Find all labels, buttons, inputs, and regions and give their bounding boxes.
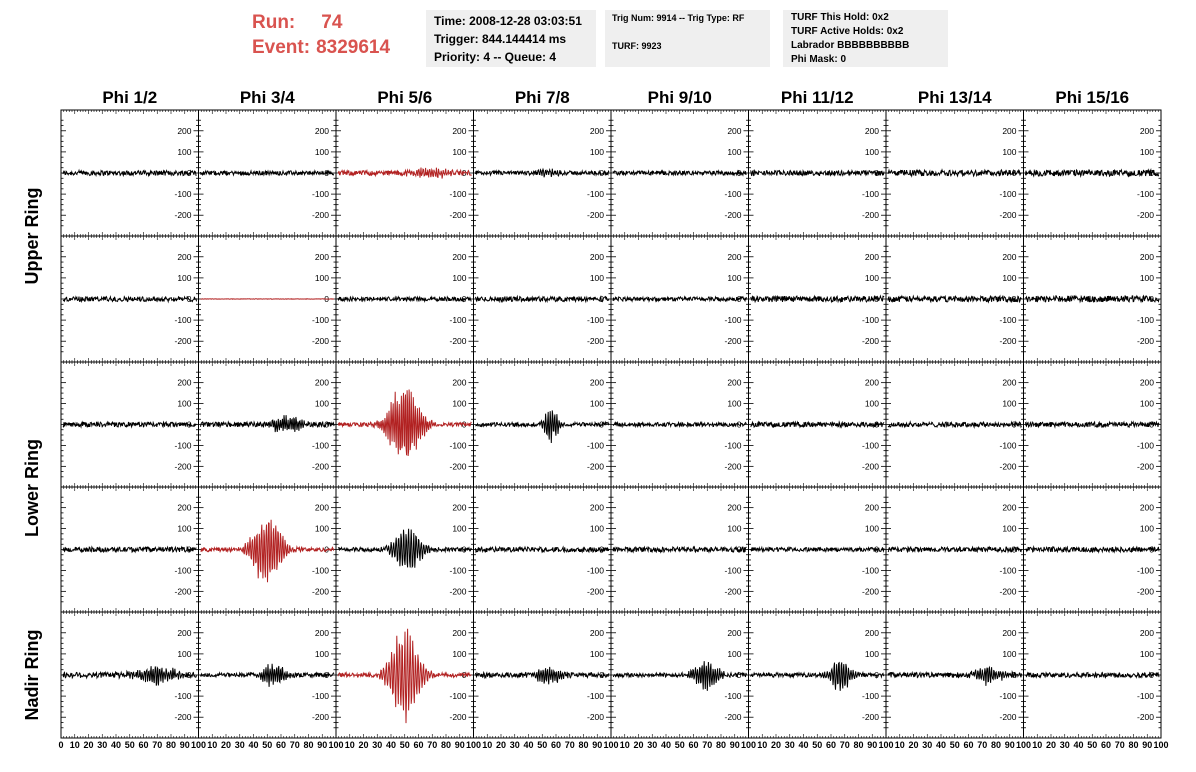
y-tick-label: -200 bbox=[1136, 336, 1154, 347]
y-tick-label: -200 bbox=[1136, 586, 1154, 597]
y-tick-label: -100 bbox=[999, 440, 1017, 451]
y-tick-label: -200 bbox=[449, 461, 467, 472]
y-tick-label: 200 bbox=[589, 125, 604, 136]
y-tick-label: -200 bbox=[999, 210, 1017, 221]
y-tick-label: 200 bbox=[864, 125, 879, 136]
turf-num-text: TURF: 9923 bbox=[612, 41, 662, 51]
y-tick-label: -100 bbox=[311, 440, 329, 451]
y-tick-label: 0 bbox=[1149, 294, 1154, 304]
y-tick-label: 100 bbox=[1002, 272, 1017, 283]
event-value: 8329614 bbox=[316, 37, 391, 58]
y-tick-label: 0 bbox=[461, 544, 467, 555]
panel-r3-c4 bbox=[474, 362, 612, 487]
y-tick-label: 0 bbox=[186, 544, 192, 555]
y-tick-label: 200 bbox=[314, 502, 329, 513]
waveform-trace bbox=[63, 171, 197, 176]
waveform-trace bbox=[1026, 170, 1160, 176]
y-tick-label: 200 bbox=[864, 502, 879, 513]
panel-r1-c3 bbox=[336, 110, 474, 236]
y-tick-label: -200 bbox=[999, 586, 1017, 597]
y-tick-label: -200 bbox=[1136, 210, 1154, 221]
y-tick-label: -200 bbox=[861, 210, 879, 221]
y-tick-label: -100 bbox=[174, 189, 192, 200]
y-tick-label: -100 bbox=[1136, 189, 1154, 200]
waveform-trace bbox=[1026, 547, 1160, 552]
row-title-1: Upper Ring bbox=[22, 187, 42, 285]
waveform-trace bbox=[888, 547, 1022, 552]
y-tick-label: -100 bbox=[1136, 440, 1154, 451]
y-tick-label: 100 bbox=[177, 272, 192, 283]
column-title-1: Phi 1/2 bbox=[102, 88, 158, 107]
y-tick-label: -200 bbox=[174, 712, 192, 723]
y-tick-label: -200 bbox=[449, 336, 467, 347]
y-tick-label: 200 bbox=[314, 377, 329, 388]
panel-r2-c7 bbox=[886, 236, 1024, 362]
waveform-trace bbox=[63, 422, 197, 427]
y-tick-label: 0 bbox=[874, 544, 879, 555]
y-tick-label: -200 bbox=[1136, 461, 1154, 472]
panel-r3-c2 bbox=[199, 362, 337, 487]
y-tick-label: 100 bbox=[1002, 398, 1017, 409]
waveform-trace bbox=[613, 171, 747, 175]
y-tick-label: 0 bbox=[186, 168, 192, 178]
y-tick-label: 0 bbox=[324, 544, 329, 555]
y-tick-label: -100 bbox=[724, 565, 742, 576]
turf-this-hold-text: TURF This Hold: 0x2 bbox=[791, 12, 889, 23]
y-tick-label: -100 bbox=[586, 565, 604, 576]
y-tick-label: -200 bbox=[999, 461, 1017, 472]
y-tick-label: -200 bbox=[449, 586, 467, 597]
y-tick-label: 100 bbox=[589, 272, 604, 283]
y-tick-label: -100 bbox=[449, 565, 467, 576]
y-tick-label: -200 bbox=[586, 210, 604, 221]
panel-r3-c6 bbox=[749, 362, 887, 487]
y-tick-label: -100 bbox=[999, 565, 1017, 576]
y-tick-label: -100 bbox=[861, 565, 879, 576]
y-tick-label: 100 bbox=[864, 272, 879, 283]
panel-r2-c6 bbox=[749, 236, 887, 362]
panel-r2-c4 bbox=[474, 236, 612, 362]
y-tick-label: 100 bbox=[589, 146, 604, 157]
y-tick-label: 200 bbox=[314, 125, 329, 136]
y-tick-label: -200 bbox=[311, 336, 329, 347]
panel-r2-c2 bbox=[199, 236, 337, 362]
panel-r1-c2 bbox=[199, 110, 337, 236]
y-tick-label: 0 bbox=[1011, 419, 1017, 430]
y-tick-label: 0 bbox=[736, 168, 742, 178]
y-tick-label: 0 bbox=[1011, 294, 1017, 304]
y-tick-label: -100 bbox=[999, 189, 1017, 200]
y-tick-label: 200 bbox=[1139, 125, 1154, 136]
y-tick-label: -200 bbox=[586, 336, 604, 347]
panel-r1-c8 bbox=[1024, 110, 1162, 236]
y-tick-label: 100 bbox=[452, 146, 467, 157]
y-tick-label: -100 bbox=[449, 315, 467, 326]
y-tick-label: -200 bbox=[724, 461, 742, 472]
y-tick-label: -200 bbox=[174, 461, 192, 472]
y-tick-label: 100 bbox=[314, 523, 329, 534]
panel-r1-c4 bbox=[474, 110, 612, 236]
y-tick-label: 100 bbox=[452, 272, 467, 283]
panel-r4-c8 bbox=[1024, 487, 1162, 612]
y-tick-label: 100 bbox=[1002, 523, 1017, 534]
y-tick-label: -100 bbox=[586, 315, 604, 326]
y-tick-label: 200 bbox=[727, 377, 742, 388]
y-tick-label: 100 bbox=[864, 398, 879, 409]
panel-r2-c8 bbox=[1024, 236, 1162, 362]
panel-r4-c7 bbox=[886, 487, 1024, 612]
y-tick-label: 200 bbox=[177, 377, 192, 388]
y-tick-label: 100 bbox=[314, 146, 329, 157]
panel-r4-c3 bbox=[336, 487, 474, 612]
y-tick-label: 100 bbox=[1002, 146, 1017, 157]
column-title-6: Phi 11/12 bbox=[780, 88, 854, 107]
y-tick-label: -100 bbox=[174, 691, 192, 702]
y-tick-label: 0 bbox=[461, 294, 467, 304]
y-tick-label: 0 bbox=[874, 168, 879, 178]
y-tick-label: -200 bbox=[311, 461, 329, 472]
y-tick-label: -100 bbox=[861, 189, 879, 200]
y-tick-label: -100 bbox=[449, 189, 467, 200]
y-tick-label: 200 bbox=[1002, 251, 1017, 262]
run-value: 74 bbox=[321, 12, 343, 33]
waveform-trace bbox=[338, 529, 472, 568]
y-tick-label: 100 bbox=[864, 523, 879, 534]
y-tick-label: 100 bbox=[177, 648, 192, 659]
y-tick-label: 100 bbox=[589, 523, 604, 534]
panel-r2-c3 bbox=[336, 236, 474, 362]
y-tick-label: -200 bbox=[861, 461, 879, 472]
y-tick-label: 100 bbox=[314, 272, 329, 283]
waveform-trace bbox=[751, 296, 885, 302]
priority-text: Priority: 4 -- Queue: 4 bbox=[434, 50, 557, 64]
panel-r4-c5 bbox=[611, 487, 749, 612]
y-tick-label: 0 bbox=[324, 294, 329, 304]
waveform-trace bbox=[63, 547, 197, 552]
y-tick-label: 0 bbox=[599, 419, 604, 430]
panel-r2-c5 bbox=[611, 236, 749, 362]
column-title-4: Phi 7/8 bbox=[514, 88, 570, 107]
labrador-text: Labrador BBBBBBBBBB bbox=[791, 40, 910, 51]
y-tick-label: 200 bbox=[177, 251, 192, 262]
y-tick-label: -200 bbox=[724, 210, 742, 221]
row-title-3: Nadir Ring bbox=[22, 629, 42, 721]
y-tick-label: 200 bbox=[177, 125, 192, 136]
y-tick-label: 0 bbox=[186, 670, 192, 680]
y-tick-label: 200 bbox=[177, 502, 192, 513]
y-tick-label: -100 bbox=[1136, 315, 1154, 326]
phi-mask-text: Phi Mask: 0 bbox=[791, 54, 847, 65]
y-tick-label: 0 bbox=[324, 168, 329, 178]
y-tick-label: -200 bbox=[586, 586, 604, 597]
y-tick-label: -200 bbox=[174, 336, 192, 347]
y-tick-label: 100 bbox=[1139, 146, 1154, 157]
y-tick-label: 0 bbox=[186, 419, 192, 430]
waveform-trace bbox=[888, 170, 1022, 176]
y-tick-label: 100 bbox=[727, 523, 742, 534]
y-tick-label: 200 bbox=[727, 251, 742, 262]
y-tick-label: -100 bbox=[999, 315, 1017, 326]
y-tick-label: 0 bbox=[1149, 544, 1154, 555]
panel-r4-c4 bbox=[474, 487, 612, 612]
y-tick-label: 100 bbox=[727, 398, 742, 409]
column-title-8: Phi 15/16 bbox=[1055, 88, 1130, 107]
run-label: Run: bbox=[252, 12, 296, 33]
y-tick-label: 0 bbox=[461, 168, 467, 178]
y-tick-label: -100 bbox=[174, 565, 192, 576]
panel-r2-c1 bbox=[61, 236, 199, 362]
y-tick-label: -200 bbox=[311, 210, 329, 221]
y-tick-label: 200 bbox=[452, 251, 467, 262]
panel-r5-c1 bbox=[61, 612, 199, 738]
y-tick-label: -200 bbox=[861, 586, 879, 597]
column-title-5: Phi 9/10 bbox=[647, 88, 712, 107]
panel-r4-c6 bbox=[749, 487, 887, 612]
waveform-trace bbox=[338, 297, 472, 301]
time-text: Time: 2008-12-28 03:03:51 bbox=[434, 14, 582, 28]
waveform-trace bbox=[1026, 422, 1160, 427]
column-title-7: Phi 13/14 bbox=[917, 88, 992, 107]
y-tick-label: 200 bbox=[727, 125, 742, 136]
y-tick-label: 100 bbox=[314, 398, 329, 409]
y-tick-label: -100 bbox=[724, 189, 742, 200]
waveform-trace bbox=[201, 171, 335, 175]
y-tick-label: 0 bbox=[1149, 419, 1154, 430]
y-tick-label: 100 bbox=[452, 398, 467, 409]
y-tick-label: 100 bbox=[1139, 272, 1154, 283]
y-tick-label: -200 bbox=[586, 461, 604, 472]
y-tick-label: 200 bbox=[1002, 377, 1017, 388]
y-tick-label: 100 bbox=[1139, 523, 1154, 534]
y-tick-label: -200 bbox=[861, 336, 879, 347]
waveform-trace bbox=[338, 168, 472, 179]
y-tick-label: 200 bbox=[589, 251, 604, 262]
y-tick-label: 100 bbox=[1139, 398, 1154, 409]
y-tick-label: -200 bbox=[174, 586, 192, 597]
panel-r3-c7 bbox=[886, 362, 1024, 487]
y-tick-label: 200 bbox=[1002, 502, 1017, 513]
y-tick-label: 0 bbox=[599, 168, 604, 178]
y-tick-label: -200 bbox=[449, 210, 467, 221]
y-tick-label: 200 bbox=[589, 502, 604, 513]
y-tick-label: 200 bbox=[1139, 377, 1154, 388]
y-tick-label: 100 bbox=[177, 146, 192, 157]
y-tick-label: 0 bbox=[599, 294, 604, 304]
y-tick-label: -100 bbox=[724, 440, 742, 451]
y-tick-label: -200 bbox=[724, 336, 742, 347]
y-tick-label: -100 bbox=[311, 189, 329, 200]
y-tick-label: 100 bbox=[727, 272, 742, 283]
y-tick-label: 200 bbox=[314, 251, 329, 262]
y-tick-label: 0 bbox=[1011, 544, 1017, 555]
y-tick-label: -100 bbox=[861, 315, 879, 326]
panel-r1-c1 bbox=[61, 110, 199, 236]
waveform-trace bbox=[201, 415, 335, 432]
waveform-trace bbox=[476, 547, 610, 552]
turf-active-holds-text: TURF Active Holds: 0x2 bbox=[791, 26, 904, 37]
y-tick-label: 200 bbox=[727, 502, 742, 513]
panel-r1-c7 bbox=[886, 110, 1024, 236]
y-tick-label: 100 bbox=[177, 523, 192, 534]
panel-r4-c2 bbox=[199, 487, 337, 612]
y-tick-label: 100 bbox=[452, 523, 467, 534]
y-tick-label: -100 bbox=[1136, 565, 1154, 576]
y-tick-label: 0 bbox=[599, 544, 604, 555]
y-tick-label: 100 bbox=[727, 146, 742, 157]
y-tick-label: 200 bbox=[452, 502, 467, 513]
waveform-trace bbox=[1026, 296, 1160, 302]
waveform-trace bbox=[613, 422, 747, 426]
y-tick-label: 0 bbox=[736, 544, 742, 555]
column-title-2: Phi 3/4 bbox=[239, 88, 295, 107]
waveform-trace bbox=[476, 169, 610, 178]
waveform-trace bbox=[476, 297, 610, 302]
y-tick-label: 0 bbox=[874, 419, 879, 430]
y-tick-label: -100 bbox=[449, 440, 467, 451]
y-tick-label: -200 bbox=[311, 586, 329, 597]
y-tick-label: -200 bbox=[174, 210, 192, 221]
y-tick-label: -100 bbox=[174, 440, 192, 451]
y-tick-label: 200 bbox=[864, 251, 879, 262]
y-tick-label: -200 bbox=[724, 586, 742, 597]
panel-r3-c3 bbox=[336, 362, 474, 487]
y-tick-label: -100 bbox=[174, 315, 192, 326]
y-tick-label: 200 bbox=[1002, 125, 1017, 136]
y-tick-label: 0 bbox=[461, 419, 467, 430]
y-tick-label: -100 bbox=[861, 440, 879, 451]
panel-r3-c1 bbox=[61, 362, 199, 487]
y-tick-label: 200 bbox=[452, 377, 467, 388]
panel-r1-c6 bbox=[749, 110, 887, 236]
waveform-trace bbox=[751, 547, 885, 551]
waveform-trace bbox=[751, 171, 885, 176]
y-tick-label: 200 bbox=[589, 377, 604, 388]
y-tick-label: -200 bbox=[999, 336, 1017, 347]
y-tick-label: -100 bbox=[586, 440, 604, 451]
y-tick-label: -100 bbox=[311, 565, 329, 576]
panel-r3-c5 bbox=[611, 362, 749, 487]
waveform-trace bbox=[613, 297, 747, 301]
y-tick-label: -100 bbox=[311, 315, 329, 326]
row-title-2: Lower Ring bbox=[22, 439, 42, 537]
y-tick-label: 200 bbox=[1139, 251, 1154, 262]
waveform-trace bbox=[751, 422, 885, 427]
trigger-text: Trigger: 844.144414 ms bbox=[434, 32, 567, 46]
y-tick-label: -100 bbox=[586, 189, 604, 200]
waveform-trace bbox=[888, 296, 1022, 302]
y-tick-label: 0 bbox=[1011, 168, 1017, 178]
y-tick-label: 0 bbox=[736, 294, 742, 304]
panel-r1-c5 bbox=[611, 110, 749, 236]
y-tick-label: 0 bbox=[324, 419, 329, 430]
waveform-trace bbox=[63, 297, 197, 302]
waveform-trace bbox=[476, 410, 610, 443]
y-tick-label: 200 bbox=[452, 125, 467, 136]
waveform-trace bbox=[888, 422, 1022, 427]
trig-num-text: Trig Num: 9914 -- Trig Type: RF bbox=[612, 13, 745, 23]
y-tick-label: 200 bbox=[1139, 502, 1154, 513]
y-tick-label: 0 bbox=[736, 419, 742, 430]
panel-r3-c8 bbox=[1024, 362, 1162, 487]
y-tick-label: 0 bbox=[874, 294, 879, 304]
waveform-trace bbox=[613, 547, 747, 552]
y-tick-label: 100 bbox=[864, 146, 879, 157]
y-tick-label: 0 bbox=[186, 294, 192, 304]
panel-r4-c1 bbox=[61, 487, 199, 612]
y-tick-label: 200 bbox=[177, 627, 192, 638]
y-tick-label: 200 bbox=[864, 377, 879, 388]
column-title-3: Phi 5/6 bbox=[377, 88, 433, 107]
y-tick-label: 100 bbox=[177, 398, 192, 409]
y-tick-label: -100 bbox=[724, 315, 742, 326]
y-tick-label: 0 bbox=[1149, 168, 1154, 178]
y-tick-label: 100 bbox=[589, 398, 604, 409]
event-label: Event: bbox=[252, 37, 311, 58]
